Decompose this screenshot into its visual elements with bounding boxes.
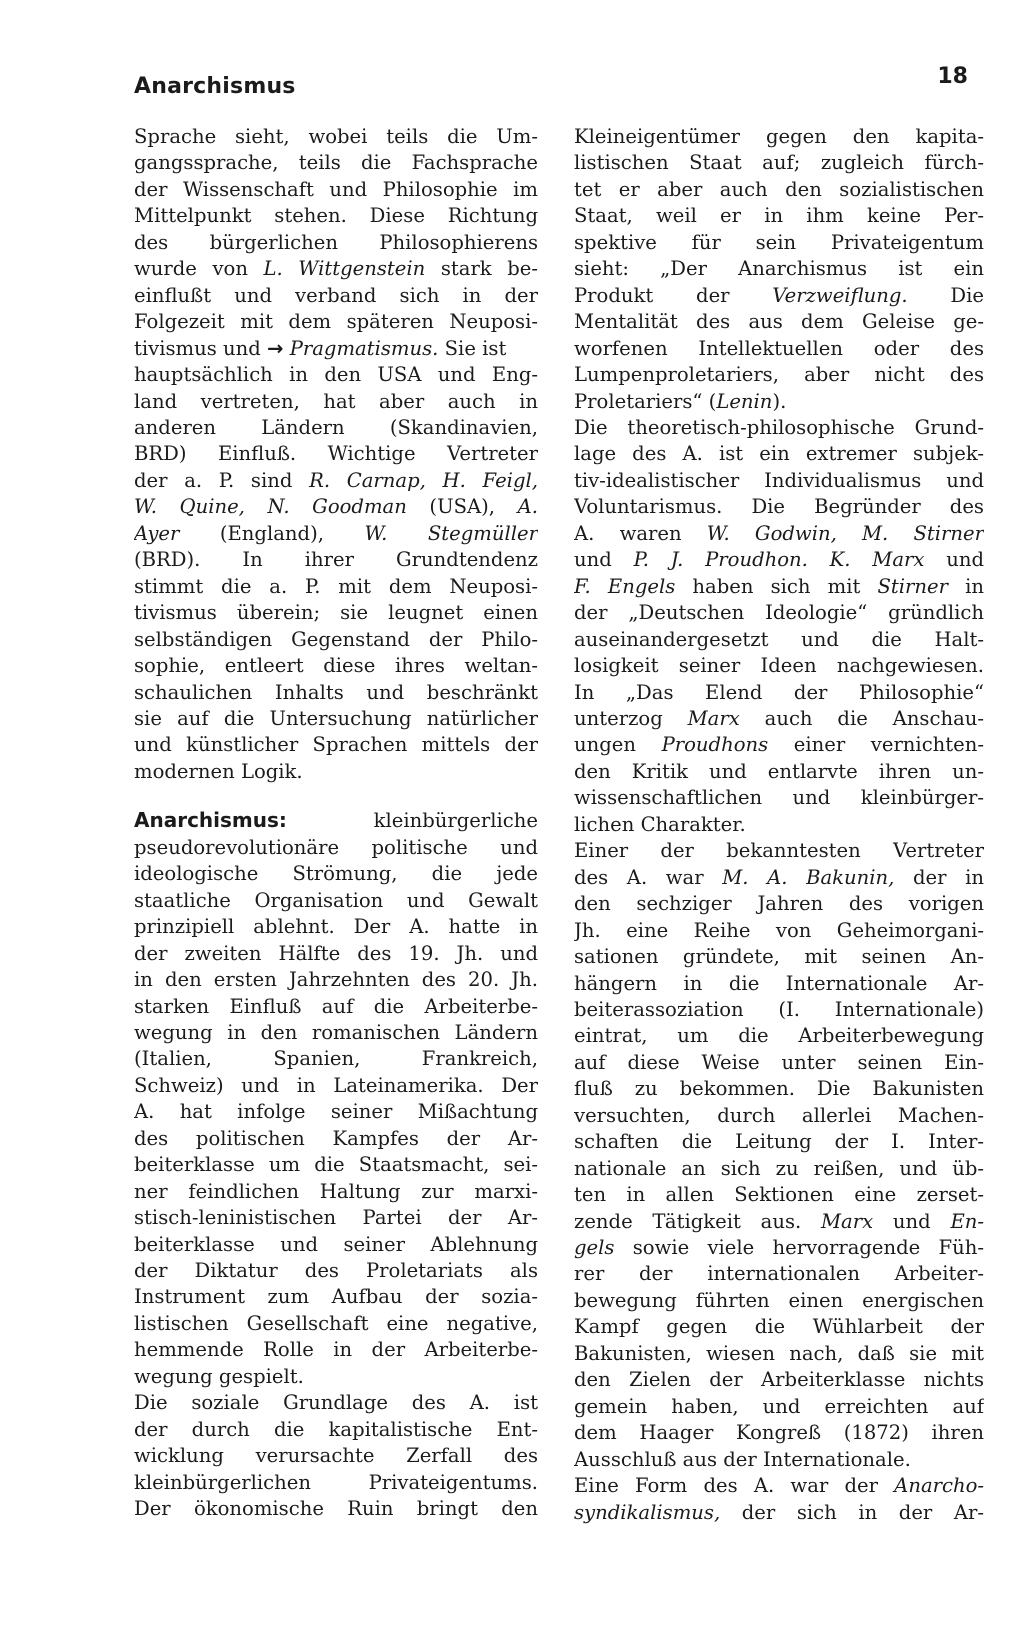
text-line: sieht: „Der Anarchismus ist ein	[574, 257, 984, 281]
text-line: In „Das Elend der Philosophie“	[574, 680, 984, 704]
text-line: gangssprache, teils die Fachsprache	[134, 151, 538, 175]
text-line: des politischen Kampfes der Ar-	[134, 1126, 538, 1150]
text-line: der zweiten Hälfte des 19. Jh. und	[134, 941, 538, 965]
italic-name: Marx	[820, 1209, 874, 1233]
italic-name: gels	[574, 1236, 615, 1260]
text-line: tiv-idealistischer Individualismus und	[574, 468, 984, 492]
text-line: Voluntarismus. Die Begründer des	[574, 495, 984, 519]
italic-name: Lenin	[716, 389, 773, 413]
text-segment: Die	[907, 283, 984, 307]
right-column	[574, 124, 984, 1526]
italic-name: W. Quine, N. Goodman	[134, 495, 407, 519]
text-line: der Diktatur des Proletariats als	[134, 1259, 538, 1283]
text-line: Die soziale Grundlage des A. ist	[134, 1391, 538, 1415]
text-line: selbständigen Gegenstand der Philo-	[134, 627, 538, 651]
text-line: kleinbürgerlichen Privateigentums.	[134, 1470, 538, 1494]
text-line: beiterklasse und seiner Ablehnung	[134, 1232, 538, 1256]
text-line	[134, 468, 538, 494]
text-line: wegung gespielt.	[134, 1364, 304, 1388]
text-line: Die theoretisch-philosophische Grund-	[574, 415, 984, 439]
text-line: den Zielen der Arbeiterklasse nichts	[574, 1368, 984, 1392]
text-line: stimmt die a. P. mit dem Neuposi-	[134, 574, 538, 598]
italic-name: K. Marx	[829, 548, 925, 572]
italic-name: A.	[517, 495, 538, 519]
text-line: versuchten, durch allerlei Machen-	[574, 1103, 984, 1127]
text-segment: Proletariers“ (	[574, 389, 717, 413]
text-segment: sowie viele hervorragende Füh-	[614, 1236, 984, 1260]
text-line: ner feindlichen Haltung zur marxi-	[134, 1179, 538, 1203]
italic-name: Marx	[687, 706, 740, 730]
text-line	[134, 256, 538, 282]
text-line: wissenschaftlichen und kleinbürger-	[574, 786, 984, 810]
text-segment: einer vernichten-	[768, 733, 984, 757]
text-line: Mittelpunkt stehen. Diese Richtung	[134, 204, 538, 228]
text-line: stisch-leninistischen Partei der Ar-	[134, 1206, 538, 1230]
text-segment: (England),	[179, 521, 365, 545]
text-line: tet er aber auch den sozialistischen	[574, 177, 984, 201]
text-line: Einer der bekanntesten Vertreter	[574, 839, 984, 863]
text-line: Bakunisten, wiesen nach, daß sie mit	[574, 1341, 984, 1365]
italic-name: Proudhons	[661, 733, 769, 757]
text-line	[574, 1500, 984, 1526]
text-line	[574, 732, 984, 758]
text-line	[574, 547, 984, 573]
text-line: wegung in den romanischen Ländern	[134, 1020, 538, 1044]
running-head: Anarchismus	[134, 74, 296, 99]
text-line: auseinandergesetzt und die Halt-	[574, 627, 984, 651]
text-line: prinzipiell ablehnt. Der A. hatte in	[134, 915, 538, 939]
text-line: bewegung führten einen energischen	[574, 1288, 984, 1312]
text-line: in den ersten Jahrzehnten des 20. Jh.	[134, 968, 538, 992]
italic-name: Pragmatismus.	[289, 336, 439, 360]
text-line: einflußt und verband sich in der	[134, 283, 538, 307]
text-segment: tivismus und	[134, 336, 268, 360]
text-line: Lumpenproletariers, aber nicht des	[574, 363, 984, 387]
text-line	[574, 1473, 984, 1499]
text-segment: des A. war	[574, 865, 723, 889]
left-column	[134, 124, 538, 1523]
text-line: modernen Logik.	[134, 759, 303, 783]
text-segment: wurde von	[134, 257, 264, 281]
text-line: sophie, entleert diese ihres weltan-	[134, 654, 538, 678]
text-line: Folgezeit mit dem späteren Neuposi-	[134, 310, 538, 334]
italic-name: W. Stegmüller	[364, 521, 538, 545]
text-segment: der a. P. sind	[134, 468, 310, 492]
italic-name: Anarcho-	[894, 1474, 984, 1498]
italic-name: F. Engels	[574, 574, 676, 598]
text-line: fluß zu bekommen. Die Bakunisten	[574, 1077, 984, 1101]
text-line: A. hat infolge seiner Mißachtung	[134, 1100, 538, 1124]
text-line: worfenen Intellektuellen oder des	[574, 336, 984, 360]
text-segment: und	[924, 548, 984, 572]
text-line	[134, 521, 538, 547]
italic-name: Verzweiflung.	[772, 283, 908, 307]
text-line: und künstlicher Sprachen mittels der	[134, 733, 538, 757]
text-line: pseudorevolutionäre politische und	[134, 835, 538, 859]
text-line: staatliche Organisation und Gewalt	[134, 888, 538, 912]
text-line: hauptsächlich in den USA und Eng-	[134, 363, 538, 387]
text-segment: ungen	[574, 733, 662, 757]
text-line: starken Einfluß auf die Arbeiterbe-	[134, 994, 538, 1018]
text-line: rer der internationalen Arbeiter-	[574, 1262, 984, 1286]
text-line	[574, 1209, 984, 1235]
text-segment: Eine Form des A. war der	[574, 1474, 895, 1498]
text-line: Der ökonomische Ruin bringt den	[134, 1497, 538, 1521]
text-line: hemmende Rolle in der Arbeiterbe-	[134, 1338, 538, 1362]
text-line	[574, 283, 984, 309]
italic-name: L. Wittgenstein	[263, 257, 426, 281]
text-segment: auch die Anschau-	[739, 706, 984, 730]
italic-name: P. J. Proudhon.	[633, 548, 808, 572]
italic-name: M. A. Bakunin,	[722, 865, 895, 889]
text-line	[134, 336, 538, 362]
text-line	[574, 706, 984, 732]
text-line: der durch die kapitalistische Ent-	[134, 1417, 538, 1441]
text-line: beiterklasse um die Staatsmacht, sei-	[134, 1153, 538, 1177]
text-segment: der in	[894, 865, 984, 889]
text-line: schaulichen Inhalts und beschränkt	[134, 680, 538, 704]
text-segment: und	[574, 548, 634, 572]
text-line: den sechziger Jahren des vorigen	[574, 892, 984, 916]
text-line: Schweiz) und in Lateinamerika. Der	[134, 1073, 538, 1097]
text-line: listischen Gesellschaft eine negative,	[134, 1311, 538, 1335]
text-line: BRD) Einfluß. Wichtige Vertreter	[134, 442, 538, 466]
text-line: sationen gründete, mit seinen An-	[574, 945, 984, 969]
text-line: ideologische Strömung, die jede	[134, 862, 538, 886]
text-segment: zende Tätigkeit aus.	[574, 1209, 821, 1233]
text-line: gemein haben, und erreichten auf	[574, 1394, 984, 1418]
text-segment: Produkt der	[574, 283, 773, 307]
italic-name: Ayer	[134, 521, 180, 545]
text-line: den Kritik und entlarvte ihren un-	[574, 759, 984, 783]
text-line: losigkeit seiner Ideen nachgewiesen.	[574, 654, 984, 678]
text-line	[134, 807, 538, 834]
entry-heading: Anarchismus:	[134, 808, 287, 833]
text-line	[574, 574, 984, 600]
text-segment: stark be-	[425, 257, 538, 281]
text-segment: in	[947, 574, 984, 598]
text-line: der „Deutschen Ideologie“ gründlich	[574, 601, 984, 625]
text-segment: (USA),	[406, 495, 518, 519]
page-number: 18	[937, 64, 968, 89]
cross-reference-arrow-icon: →	[267, 336, 284, 360]
text-line: Jh. eine Reihe von Geheimorgani-	[574, 918, 984, 942]
italic-name: Stirner	[877, 574, 948, 598]
text-line: Sprache sieht, wobei teils die Um-	[134, 125, 538, 148]
text-segment	[808, 548, 830, 571]
text-line: (BRD). In ihrer Grundtendenz	[134, 548, 538, 572]
text-segment: und	[873, 1209, 951, 1233]
text-line: sie auf die Untersuchung natürlicher	[134, 706, 538, 730]
text-line: wicklung verursachte Zerfall des	[134, 1444, 538, 1468]
text-line	[134, 494, 538, 520]
text-segment: unterzog	[574, 706, 688, 730]
text-line: Mentalität des aus dem Geleise ge-	[574, 310, 984, 334]
text-segment: ).	[772, 389, 787, 413]
text-line: Ausschluß aus der Internationale.	[574, 1447, 911, 1471]
text-line: auf diese Weise unter seinen Ein-	[574, 1050, 984, 1074]
text-line: Kampf gegen die Wühlarbeit der	[574, 1315, 984, 1339]
text-line	[574, 865, 984, 891]
text-line: land vertreten, hat aber auch in	[134, 389, 538, 413]
text-segment: haben sich mit	[675, 574, 878, 598]
text-line: der Wissenschaft und Philosophie im	[134, 177, 538, 201]
text-segment: kleinbürgerliche	[286, 809, 538, 833]
text-line: des bürgerlichen Philosophierens	[134, 230, 538, 254]
text-line: anderen Ländern (Skandinavien,	[134, 415, 538, 439]
text-line	[574, 1235, 984, 1261]
text-line: tivismus überein; sie leugnet einen	[134, 601, 538, 625]
text-line: hängern in die Internationale Ar-	[574, 971, 984, 995]
text-line: nationale an sich zu reißen, und üb-	[574, 1156, 984, 1180]
italic-name: En-	[950, 1209, 984, 1233]
text-line: beiterassoziation (I. Internationale)	[574, 997, 984, 1021]
text-line: listischen Staat auf; zugleich fürch-	[574, 151, 984, 175]
text-line: Kleineigentümer gegen den kapita-	[574, 125, 984, 148]
italic-name: R. Carnap, H. Feigl,	[309, 468, 538, 492]
text-line: Staat, weil er in ihm keine Per-	[574, 204, 984, 228]
text-line: Instrument zum Aufbau der sozia-	[134, 1285, 538, 1309]
text-line: lichen Charakter.	[574, 812, 746, 836]
text-line: (Italien, Spanien, Frankreich,	[134, 1047, 538, 1071]
text-line: spektive für sein Privateigentum	[574, 230, 984, 254]
text-line	[574, 389, 984, 415]
text-segment: der sich in der Ar-	[720, 1500, 984, 1524]
page-header	[0, 0, 1024, 120]
italic-name: syndikalismus,	[574, 1500, 721, 1524]
italic-name: W. Godwin, M. Stirner	[706, 521, 984, 545]
text-line: schaften die Leitung der I. Inter-	[574, 1130, 984, 1154]
text-segment: A. waren	[574, 521, 707, 545]
text-segment: Sie ist	[438, 336, 507, 360]
text-line: ten in allen Sektionen eine zerset-	[574, 1183, 984, 1207]
text-line	[574, 521, 984, 547]
text-line: dem Haager Kongreß (1872) ihren	[574, 1421, 984, 1445]
text-line: eintrat, um die Arbeiterbewegung	[574, 1024, 984, 1048]
text-line: lage des A. ist ein extremer subjek-	[574, 442, 984, 466]
